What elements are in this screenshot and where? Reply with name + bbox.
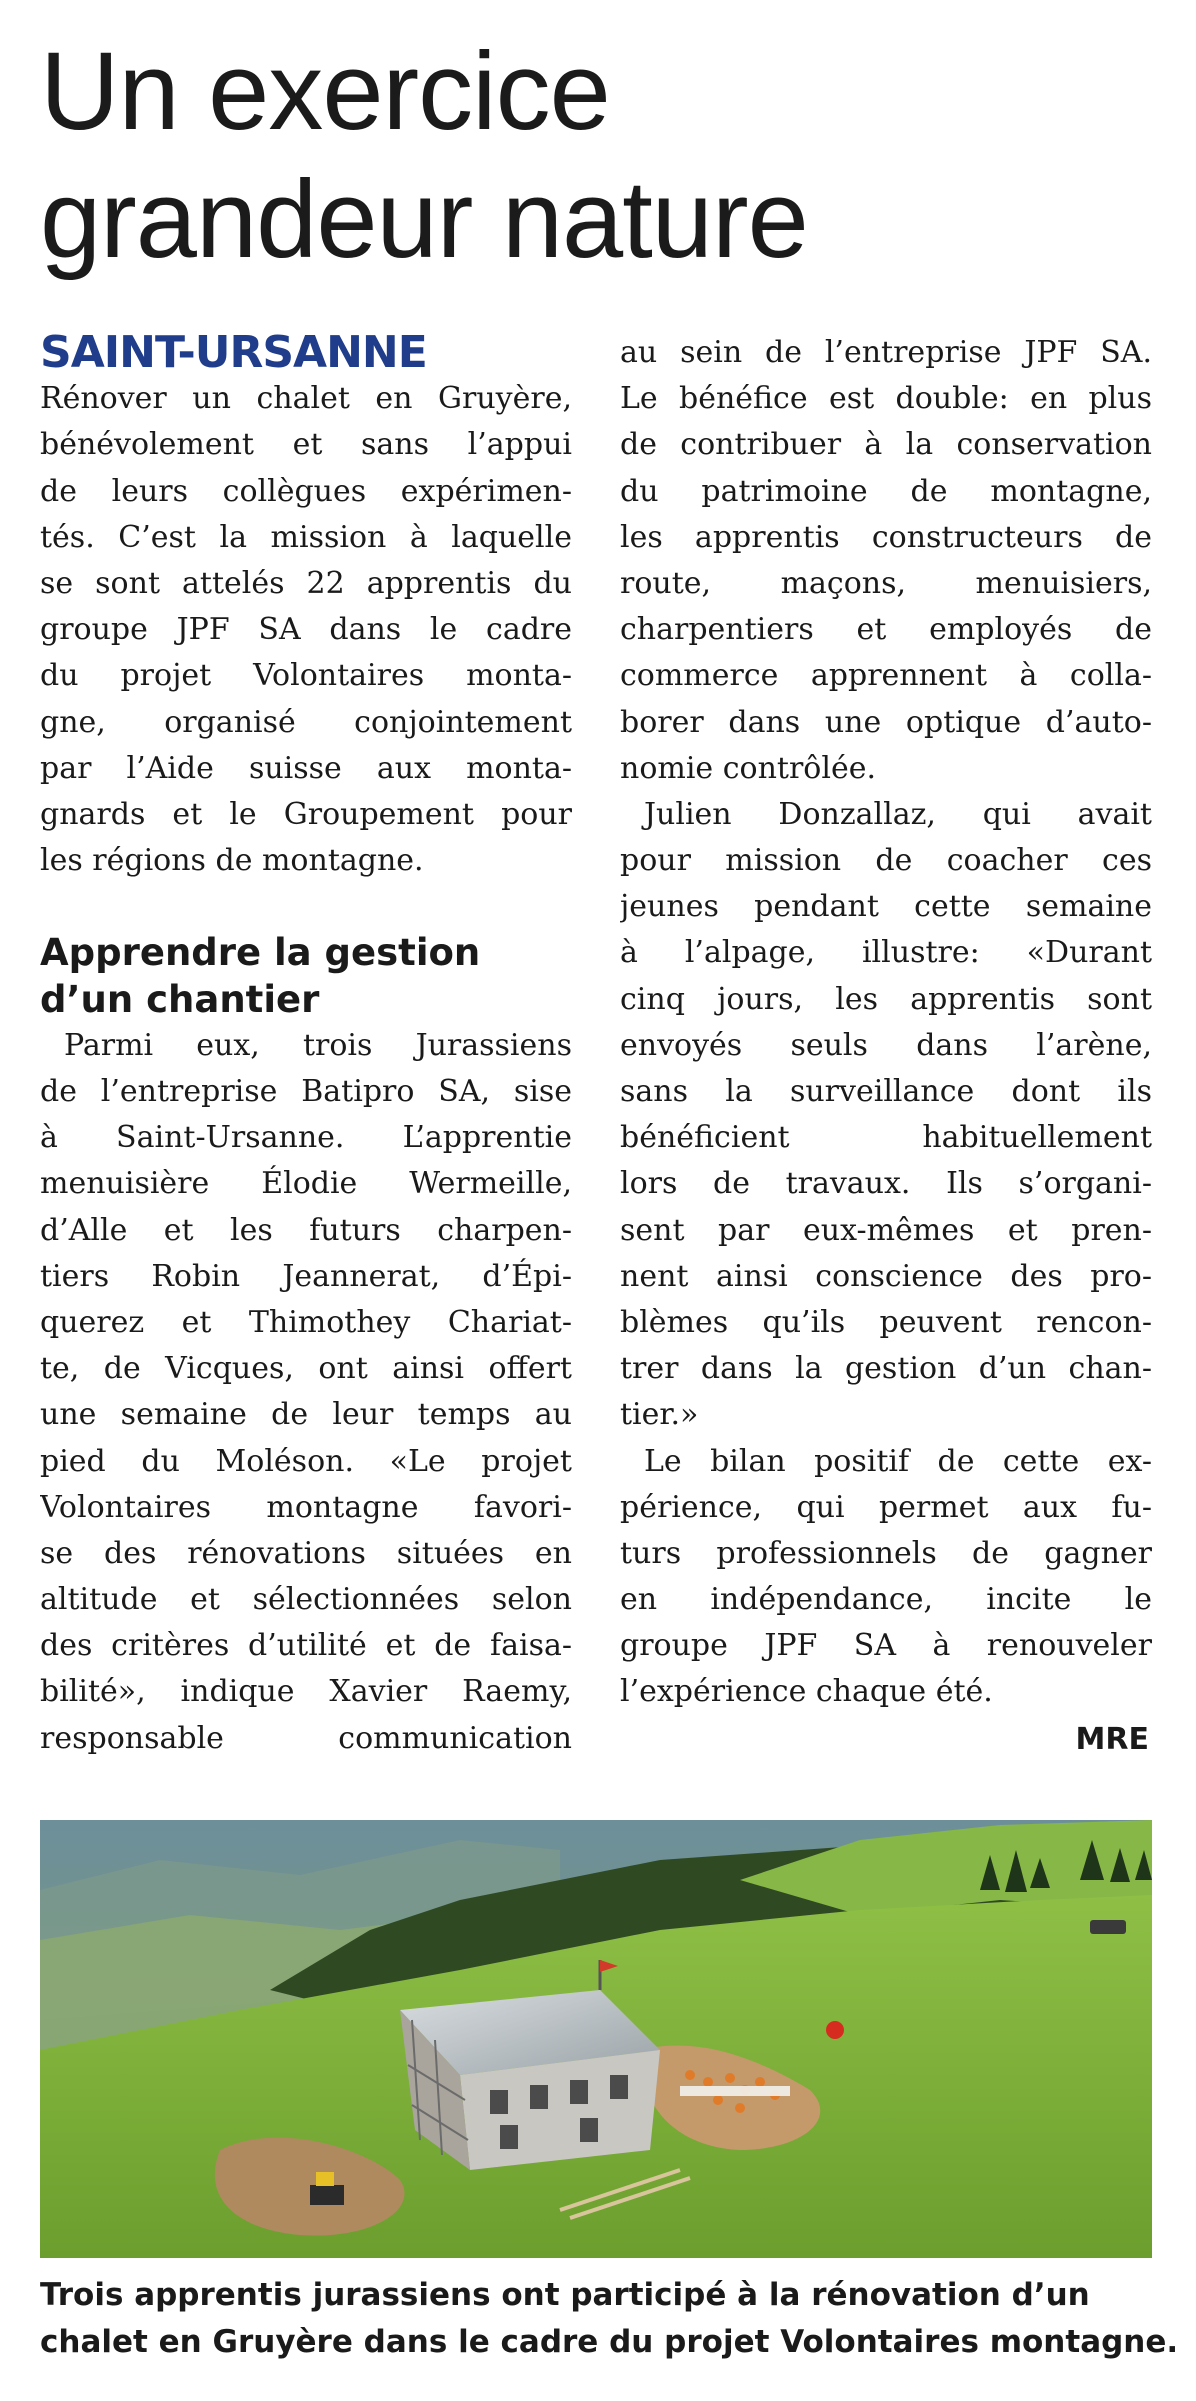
text-line: de l’entreprise Batipro SA, sise bbox=[40, 1074, 572, 1109]
text-line: trer dans la gestion d’un chan- bbox=[620, 1351, 1152, 1387]
caption-line-2: chalet en Gruyère dans le cadre du projet Volontaires montagne. bbox=[40, 2324, 1179, 2360]
text-line: se des rénovations situées en bbox=[40, 1535, 572, 1571]
text-line: en indépendance, incite le bbox=[620, 1582, 1152, 1618]
author-byline: MRE bbox=[1075, 1722, 1149, 1757]
text-line: sans la surveillance dont ils bbox=[620, 1074, 1152, 1109]
text-line: commerce apprennent à colla- bbox=[620, 658, 1152, 694]
text-line: sent par eux-mêmes et pren- bbox=[620, 1212, 1152, 1248]
text-line: cinq jours, les apprentis sont bbox=[620, 981, 1152, 1017]
text-line: du patrimoine de montagne, bbox=[620, 473, 1152, 509]
text-line: lors de travaux. Ils s’organi- bbox=[620, 1166, 1152, 1202]
text-line: Parmi eux, trois Jurassiens bbox=[64, 1027, 572, 1063]
text-line: groupe JPF SA dans le cadre bbox=[40, 612, 572, 648]
text-line: bénévolement et sans l’appui bbox=[40, 427, 572, 463]
text-line: Volontaires montagne favori- bbox=[40, 1489, 572, 1525]
text-line: du projet Volontaires monta- bbox=[40, 658, 572, 694]
text-line: Julien Donzallaz, qui avait bbox=[644, 796, 1152, 832]
text-line: par l’Aide suisse aux monta- bbox=[40, 750, 572, 786]
headline-line-2: grandeur nature bbox=[40, 158, 808, 281]
kicker-location: SAINT-URSANNE bbox=[40, 327, 427, 378]
text-line: borer dans une optique d’auto- bbox=[620, 704, 1152, 740]
text-line: blèmes qu’ils peuvent rencon- bbox=[620, 1304, 1152, 1340]
text-line: route, maçons, menuisiers, bbox=[620, 565, 1152, 601]
paragraph-gap bbox=[40, 884, 572, 930]
headline-line-1: Un exercice bbox=[40, 30, 610, 153]
text-line: altitude et sélectionnées selon bbox=[40, 1582, 572, 1618]
text-line: tier.» bbox=[620, 1397, 699, 1433]
text-line: de leurs collègues expérimen- bbox=[40, 473, 572, 509]
text-line: se sont attelés 22 apprentis du bbox=[40, 565, 572, 601]
text-line: groupe JPF SA à renouveler bbox=[620, 1628, 1152, 1664]
photo-caption bbox=[40, 2272, 1180, 2366]
text-line: à l’alpage, illustre: «Durant bbox=[620, 935, 1152, 971]
subhead-line-1: Apprendre la gestion bbox=[40, 931, 481, 975]
text-line: l’expérience chaque été. bbox=[620, 1674, 993, 1710]
text-line: une semaine de leur temps au bbox=[40, 1397, 572, 1433]
caption-line-1: Trois apprentis jurassiens ont participé à la rénovation d’un bbox=[40, 2277, 1090, 2313]
chalet-photo bbox=[40, 1820, 1152, 2258]
text-line: gne, organisé conjointement bbox=[40, 704, 572, 740]
text-line: Rénover un chalet en Gruyère, bbox=[40, 381, 572, 417]
text-line: tiers Robin Jeannerat, d’Épi- bbox=[40, 1258, 572, 1294]
text-line: à Saint-Ursanne. L’apprentie bbox=[40, 1120, 572, 1156]
text-line: au sein de l’entreprise JPF SA. bbox=[620, 335, 1152, 370]
text-line: te, de Vicques, ont ainsi offert bbox=[40, 1351, 572, 1387]
text-line: envoyés seuls dans l’arène, bbox=[620, 1027, 1152, 1063]
text-line: gnards et le Groupement pour bbox=[40, 796, 572, 832]
text-line: pied du Moléson. «Le projet bbox=[40, 1443, 572, 1479]
text-line: périence, qui permet aux fu- bbox=[620, 1489, 1152, 1525]
text-line: charpentiers et employés de bbox=[620, 612, 1152, 648]
text-line: bénéficient habituellement bbox=[620, 1120, 1152, 1156]
text-line: des critères d’utilité et de faisa- bbox=[40, 1628, 572, 1664]
text-line: de contribuer à la conservation bbox=[620, 427, 1152, 463]
article-headline bbox=[40, 28, 1160, 284]
text-line: responsable communication bbox=[40, 1720, 572, 1756]
subhead-line-2: d’un chantier bbox=[40, 977, 320, 1021]
text-line: les régions de montagne. bbox=[40, 843, 424, 879]
text-line: jeunes pendant cette semaine bbox=[620, 889, 1152, 925]
right-column bbox=[620, 330, 1152, 1716]
left-column bbox=[40, 327, 572, 1762]
text-line: nomie contrôlée. bbox=[620, 750, 876, 786]
text-line: tés. C’est la mission à laquelle bbox=[40, 519, 572, 555]
text-line: les apprentis constructeurs de bbox=[620, 519, 1152, 555]
text-line: Le bénéfice est double: en plus bbox=[620, 381, 1152, 417]
text-line: Le bilan positif de cette ex- bbox=[644, 1443, 1152, 1479]
text-line: nent ainsi conscience des pro- bbox=[620, 1258, 1152, 1294]
text-line: d’Alle et les futurs charpen- bbox=[40, 1212, 572, 1248]
text-line: querez et Thimothey Chariat- bbox=[40, 1304, 572, 1340]
text-line: turs professionnels de gagner bbox=[620, 1535, 1152, 1571]
text-line: pour mission de coacher ces bbox=[620, 843, 1152, 879]
text-line: bilité», indique Xavier Raemy, bbox=[40, 1674, 572, 1710]
text-line: menuisière Élodie Wermeille, bbox=[40, 1166, 572, 1202]
